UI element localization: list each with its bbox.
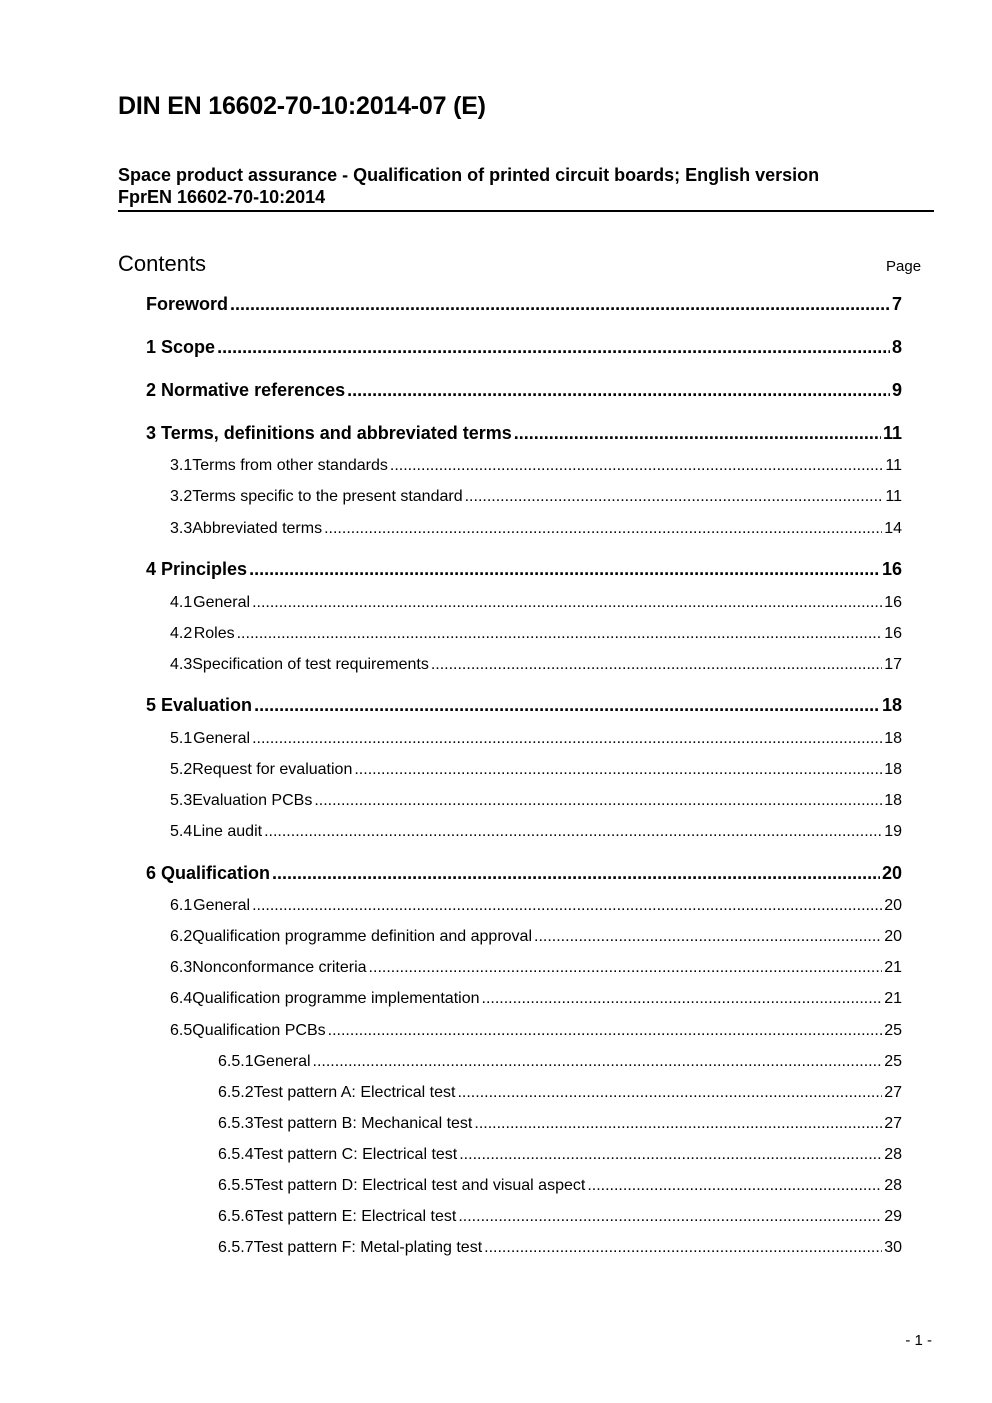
toc-entry-5-4[interactable]: [170, 823, 902, 841]
toc-entry-number: 5.3: [170, 792, 193, 809]
toc-entry-title: Nonconformance criteria: [192, 959, 367, 976]
toc-entry-page: 11: [885, 457, 902, 474]
toc-entry-title: General: [193, 594, 251, 611]
toc-entry-number: 4: [146, 559, 157, 579]
toc-entry-number: 6.3: [170, 959, 193, 976]
document-id: DIN EN 16602-70-10:2014-07 (E): [118, 92, 486, 120]
toc-entry-page: 25: [884, 1022, 902, 1039]
toc-entry-page: 20: [884, 897, 902, 914]
toc-entry-title: Evaluation: [161, 695, 253, 715]
toc-entry-title: Test pattern A: Electrical test: [253, 1084, 456, 1101]
toc-entry-number: 6.1: [170, 897, 193, 914]
toc-entry-4[interactable]: [146, 559, 902, 580]
toc-entry-number: 5.4: [170, 823, 193, 840]
toc-entry-2[interactable]: [146, 380, 902, 401]
toc-entry-6-5-1[interactable]: [218, 1053, 902, 1071]
toc-entry-page: 11: [882, 423, 902, 443]
toc-entry-4-3[interactable]: [170, 656, 902, 674]
toc-entry-page: 25: [884, 1053, 902, 1070]
toc-entry-3-3[interactable]: [170, 520, 902, 538]
toc-entry-title: Scope: [161, 337, 216, 357]
toc-entry-title: Terms, definitions and abbreviated terms: [161, 423, 512, 443]
toc-entry-page: 21: [884, 990, 902, 1007]
page-column-label: Page: [886, 258, 922, 275]
toc-entry-title: Test pattern E: Electrical test: [253, 1208, 457, 1225]
toc-entry-number: 4.2: [170, 625, 193, 642]
toc-entry-page: 7: [891, 294, 902, 314]
toc-entry-number: 5: [146, 695, 157, 715]
toc-entry-4-2[interactable]: [170, 625, 902, 643]
toc-entry-page: 28: [884, 1146, 902, 1163]
document-title-line2: FprEN 16602-70-10:2014: [118, 187, 326, 207]
toc-entry-page: 20: [884, 928, 902, 945]
toc-entry-title: Test pattern D: Electrical test and visual aspect: [253, 1177, 586, 1194]
toc-entry-title: Line audit: [192, 823, 263, 840]
toc-entry-number: 6.5.3: [218, 1115, 254, 1132]
toc-entry-5-2[interactable]: [170, 761, 902, 779]
toc-entry-page: 11: [885, 488, 902, 505]
toc-entry-6-5[interactable]: [170, 1022, 902, 1040]
toc-entry-6-5-3[interactable]: [218, 1115, 902, 1133]
toc-entry-title: Terms specific to the present standard: [192, 488, 463, 505]
toc-entry-number: 3.2: [170, 488, 193, 505]
toc-entry-3-1[interactable]: [170, 457, 902, 475]
toc-entry-page: 18: [884, 730, 902, 747]
toc-entry-5-3[interactable]: [170, 792, 902, 810]
document-title: [118, 164, 819, 208]
toc-entry-title: Qualification: [161, 863, 271, 883]
toc-entry-number: 6.5.4: [218, 1146, 254, 1163]
toc-entry-title: General: [193, 730, 251, 747]
toc-entry-number: 6.4: [170, 990, 193, 1007]
toc-entry-page: 16: [884, 594, 902, 611]
toc-entry-page: 18: [884, 761, 902, 778]
toc-entry-title: Specification of test requirements: [192, 656, 429, 673]
toc-entry-page: 30: [884, 1239, 902, 1256]
toc-entry-page: 29: [884, 1208, 902, 1225]
toc-entry-page: 21: [884, 959, 902, 976]
toc-entry-title: Request for evaluation: [192, 761, 353, 778]
toc-entry-6-5-5[interactable]: [218, 1177, 902, 1195]
toc-entry-3-2[interactable]: [170, 488, 902, 506]
toc-entry-6-2[interactable]: [170, 928, 902, 946]
header-divider: [118, 210, 934, 212]
toc-entry-1[interactable]: [146, 337, 902, 358]
toc-entry-title: General: [193, 897, 251, 914]
toc-entry-3[interactable]: [146, 423, 902, 444]
toc-entry-number: 6.5.1: [218, 1053, 254, 1070]
toc-entry-6-4[interactable]: [170, 990, 902, 1008]
toc-entry-number: 6.5: [170, 1022, 193, 1039]
toc-entry-title: Normative references: [161, 380, 346, 400]
toc-entry-6-3[interactable]: [170, 959, 902, 977]
toc-entry-number: 6.5.7: [218, 1239, 254, 1256]
toc-entry-number: 2: [146, 380, 157, 400]
toc-entry-title: Test pattern B: Mechanical test: [253, 1115, 473, 1132]
toc-entry-number: 6.2: [170, 928, 193, 945]
toc-entry-page: 18: [881, 695, 902, 715]
toc-entry-number: 4.3: [170, 656, 193, 673]
toc-entry-number: 5.1: [170, 730, 193, 747]
toc-entry-number: 6.5.6: [218, 1208, 254, 1225]
toc-entry-title: Foreword: [146, 294, 229, 314]
document-title-line1: Space product assurance - Qualification of printed circuit boards; English version: [118, 165, 820, 185]
toc-entry-number: 3: [146, 423, 157, 443]
toc-entry-page: 28: [884, 1177, 902, 1194]
toc-entry-page: 14: [884, 520, 902, 537]
toc-entry-6-5-4[interactable]: [218, 1146, 902, 1164]
toc-entry-page: 27: [884, 1084, 902, 1101]
toc-entry-number: 4.1: [170, 594, 193, 611]
toc-entry-page: 8: [891, 337, 902, 357]
toc-entry-6-1[interactable]: [170, 897, 902, 915]
toc-entry-page: 16: [881, 559, 902, 579]
toc-entry-6-5-7[interactable]: [218, 1239, 902, 1257]
toc-entry-number: 1: [146, 337, 157, 357]
toc-entry-title: Principles: [161, 559, 248, 579]
toc-entry-page: 17: [884, 656, 902, 673]
toc-entry-title: General: [253, 1053, 311, 1070]
toc-entry-foreword[interactable]: [146, 294, 902, 315]
toc-entry-5[interactable]: [146, 695, 902, 716]
toc-entry-page: 27: [884, 1115, 902, 1132]
toc-entry-page: 16: [884, 625, 902, 642]
toc-entry-page: 20: [881, 863, 902, 883]
toc-entry-title: Qualification PCBs: [192, 1022, 326, 1039]
toc-entry-6[interactable]: [146, 863, 902, 884]
toc-entry-page: 19: [884, 823, 902, 840]
toc-entry-6-5-6[interactable]: [218, 1208, 902, 1226]
toc-entry-number: 3.1: [170, 457, 193, 474]
toc-entry-title: Qualification programme implementation: [192, 990, 480, 1007]
toc-entry-title: Evaluation PCBs: [192, 792, 313, 809]
toc-entry-page: 18: [884, 792, 902, 809]
toc-entry-title: Qualification programme definition and approval: [192, 928, 532, 945]
toc-entry-5-1[interactable]: [170, 730, 902, 748]
toc-entry-title: Abbreviated terms: [192, 520, 323, 537]
toc-entry-title: Roles: [193, 625, 235, 642]
toc-entry-page: 9: [891, 380, 902, 400]
toc-entry-number: 6.5.2: [218, 1084, 254, 1101]
page-number: - 1 -: [905, 1332, 932, 1349]
toc-entry-title: Terms from other standards: [192, 457, 388, 474]
toc-entry-title: Test pattern C: Electrical test: [253, 1146, 458, 1163]
toc-entry-number: 5.2: [170, 761, 193, 778]
toc-entry-number: 6: [146, 863, 157, 883]
toc-entry-number: 3.3: [170, 520, 193, 537]
toc-entry-number: 6.5.5: [218, 1177, 254, 1194]
toc-entry-6-5-2[interactable]: [218, 1084, 902, 1102]
contents-heading: Contents: [118, 251, 207, 276]
toc-entry-title: Test pattern F: Metal-plating test: [253, 1239, 483, 1256]
toc-entry-4-1[interactable]: [170, 594, 902, 612]
